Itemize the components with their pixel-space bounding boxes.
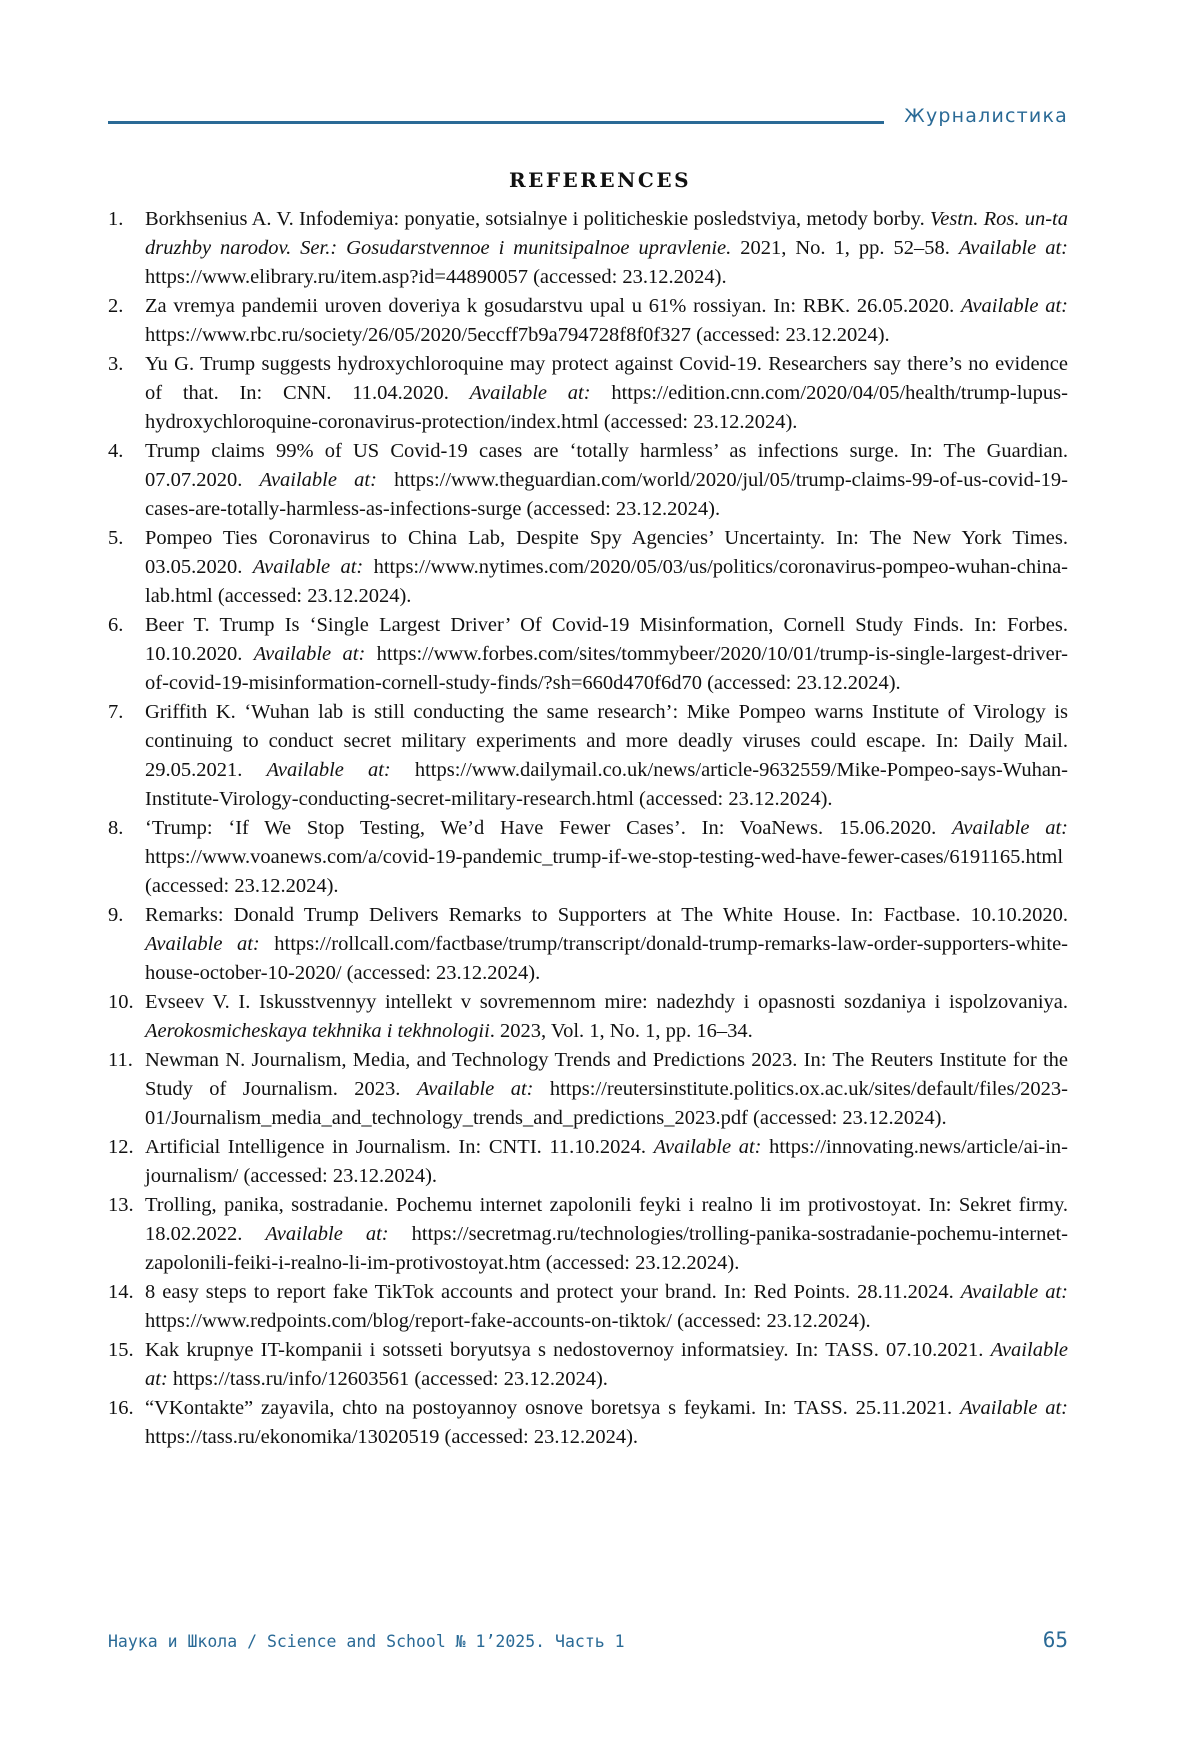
reference-part: Yu G. Trump suggests hydroxychloroquine may protect against Covid-19. Researchers say there’s no evidence of that. In: CNN. 11.04.2020. <box>145 353 1068 404</box>
reference-part: https://rollcall.com/factbase/trump/transcript/donald-trump-remarks-law-order-supporters-white-house-october-10-2020/ (accessed: 23.12.2024). <box>145 933 1068 984</box>
reference-item <box>108 524 1068 611</box>
reference-italic-part: Available at: <box>266 759 391 781</box>
reference-item <box>108 1133 1068 1191</box>
reference-part: Borkhsenius A. V. Infodemiya: ponyatie, sotsialnye i politicheskie posledstviya, metody borby. <box>145 208 930 230</box>
reference-text <box>145 437 1068 524</box>
reference-text <box>145 698 1068 814</box>
reference-item <box>108 1278 1068 1336</box>
reference-part: Beer T. Trump Is ‘Single Largest Driver’ Of Covid-19 Misinformation, Cornell Study Finds. In: Forbes. 10.10.2020. <box>145 614 1068 665</box>
reference-italic-part: Available at: <box>416 1078 534 1100</box>
reference-item <box>108 350 1068 437</box>
reference-part: https://www.dailymail.co.uk/news/article-9632559/Mike-Pompeo-says-Wuhan-Institute-Virology-conducting-secret-military-research.html (accessed: 23.12.2024). <box>145 759 1069 810</box>
reference-part: Pompeo Ties Coronavirus to China Lab, Despite Spy Agencies’ Uncertainty. In: The New York Times. 03.05.2020. <box>145 527 1068 578</box>
reference-part: Remarks: Donald Trump Delivers Remarks to Supporters at The White House. In: Factbase. 10.10.2020. <box>145 904 1068 926</box>
reference-part: https://www.redpoints.com/blog/report-fake-accounts-on-tiktok/ (accessed: 23.12.2024). <box>145 1310 871 1332</box>
reference-number: 4. <box>108 440 124 462</box>
reference-part: https://innovating.news/article/ai-in-journalism/ (accessed: 23.12.2024). <box>145 1136 1068 1187</box>
reference-item <box>108 292 1068 350</box>
reference-number: 9. <box>108 904 124 926</box>
reference-text <box>145 1046 1068 1133</box>
reference-text <box>145 524 1068 611</box>
reference-text <box>145 901 1068 988</box>
reference-italic-part: Available at: <box>958 237 1069 259</box>
reference-item <box>108 437 1068 524</box>
reference-italic-part: Available at: <box>259 469 377 491</box>
reference-italic-part: Available at: <box>952 817 1068 839</box>
reference-item <box>108 988 1068 1046</box>
reference-part: https://www.elibrary.ru/item.asp?id=44890057 (accessed: 23.12.2024). <box>145 266 727 288</box>
page-number: 65 <box>1042 1628 1068 1652</box>
reference-italic-part: Available at: <box>253 643 366 665</box>
reference-number: 5. <box>108 527 124 549</box>
reference-part: https://secretmag.ru/technologies/trolling-panika-sostradanie-pochemu-internet-zapolonili-feiki-i-realno-li-im-protivostoyat.htm (accessed: 23.12.2024). <box>145 1223 1068 1274</box>
reference-part: 8 easy steps to report fake TikTok accounts and protect your brand. In: Red Points. 28.11.2024. <box>145 1281 961 1303</box>
reference-text <box>145 292 1068 350</box>
reference-item <box>108 901 1068 988</box>
reference-item <box>108 1394 1068 1452</box>
reference-number: 13. <box>108 1194 134 1216</box>
reference-part: https://www.nytimes.com/2020/05/03/us/politics/coronavirus-pompeo-wuhan-china-lab.html (accessed: 23.12.2024). <box>145 556 1068 607</box>
reference-part: https://www.forbes.com/sites/tommybeer/2020/10/01/trump-is-single-largest-driver-of-covid-19-misinformation-cornell-study-finds/?sh=660d470f6d70 (accessed: 23.12.2024). <box>145 643 1068 694</box>
reference-part: https://www.voanews.com/a/covid-19-pandemic_trump-if-we-stop-testing-wed-have-fewer-cases/6191165.html (accessed: 23.12.2024). <box>145 846 1064 897</box>
reference-part: https://edition.cnn.com/2020/04/05/health/trump-lupus-hydroxychloroquine-coronavirus-protection/index.html (accessed: 23.12.2024). <box>145 382 1068 433</box>
reference-part: . 2023, Vol. 1, No. 1, pp. 16–34. <box>489 1020 753 1042</box>
reference-item <box>108 814 1068 901</box>
reference-number: 11. <box>108 1049 133 1071</box>
reference-list <box>108 205 1068 1452</box>
reference-italic-part: Vestn. Ros. un-ta druzhby narodov. Ser.: Gosudarstvennoe i munitsipalnoe upravlenie. <box>145 208 1069 259</box>
reference-item <box>108 1046 1068 1133</box>
reference-part: Za vremya pandemii uroven doveriya k gosudarstvu upal u 61% rossiyan. In: RBK. 26.05.2020. <box>145 295 962 317</box>
reference-text <box>145 1394 1068 1452</box>
reference-part: Evseev V. I. Iskusstvennyy intellekt v sovremennom mire: nadezhdy i opasnosti sozdaniya i ispolzovaniya. <box>145 991 1068 1013</box>
reference-text <box>145 1133 1068 1191</box>
reference-number: 1. <box>108 208 124 230</box>
reference-number: 8. <box>108 817 124 839</box>
reference-part: Kak krupnye IT-kompanii i sotsseti boryutsya s nedostovernoy informatsiey. In: TASS. 07.10.2021. <box>145 1339 991 1361</box>
reference-italic-part: Aerokosmicheskaya tekhnika i tekhnologii <box>145 1020 490 1042</box>
reference-number: 16. <box>108 1397 134 1419</box>
reference-number: 3. <box>108 353 124 375</box>
journal-name: Наука и Школа / Science and School № 1’2025. Часть 1 <box>108 1632 625 1651</box>
reference-italic-part: Available at: <box>469 382 591 404</box>
references-title: REFERENCES <box>508 168 692 192</box>
reference-italic-part: Available at: <box>252 556 364 578</box>
reference-number: 15. <box>108 1339 134 1361</box>
reference-italic-part: Available at: <box>265 1223 389 1245</box>
reference-item <box>108 698 1068 814</box>
reference-italic-part: Available at: <box>961 295 1069 317</box>
reference-italic-part: Available at: <box>145 1339 1068 1390</box>
reference-number: 2. <box>108 295 124 317</box>
reference-part: https://www.theguardian.com/world/2020/jul/05/trump-claims-99-of-us-covid-19-cases-are-totally-harmless-as-infections-surge (accessed: 23.12.2024). <box>145 469 1068 520</box>
reference-item <box>108 1191 1068 1278</box>
reference-part: Newman N. Journalism, Media, and Technology Trends and Predictions 2023. In: The Reuters Institute for the Study of Journalism. 2023. <box>145 1049 1068 1100</box>
reference-number: 7. <box>108 701 124 723</box>
reference-number: 6. <box>108 614 124 636</box>
header-rule <box>108 121 884 124</box>
reference-part: Artificial Intelligence in Journalism. In: CNTI. 11.10.2024. <box>145 1136 654 1158</box>
reference-italic-part: Available at: <box>960 1281 1068 1303</box>
reference-text <box>145 814 1068 901</box>
reference-part: https://tass.ru/info/12603561 (accessed: 23.12.2024). <box>167 1368 608 1390</box>
section-name: Журналистика <box>904 105 1068 127</box>
reference-item <box>108 205 1068 292</box>
reference-italic-part: Available at: <box>145 933 260 955</box>
reference-text <box>145 350 1068 437</box>
reference-text <box>145 1191 1068 1278</box>
reference-part: ‘Trump: ‘If We Stop Testing, We’d Have Fewer Cases’. In: VoaNews. 15.06.2020. <box>145 817 953 839</box>
reference-item <box>108 611 1068 698</box>
reference-part: Trolling, panika, sostradanie. Pochemu internet zapolonili feyki i realno li im protivostoyat. In: Sekret firmy. 18.02.2022. <box>145 1194 1068 1245</box>
reference-part: https://www.rbc.ru/society/26/05/2020/5eccff7b9a794728f8f0f327 (accessed: 23.12.2024). <box>145 324 890 346</box>
reference-italic-part: Available at: <box>653 1136 762 1158</box>
reference-text <box>145 205 1068 292</box>
page-footer <box>108 1628 1068 1652</box>
reference-text <box>145 1278 1068 1336</box>
reference-part: Trump claims 99% of US Covid-19 cases are ‘totally harmless’ as infections surge. In: The Guardian. 07.07.2020. <box>145 440 1068 491</box>
reference-number: 14. <box>108 1281 134 1303</box>
reference-item <box>108 1336 1068 1394</box>
reference-part: https://reutersinstitute.politics.ox.ac.uk/sites/default/files/2023-01/Journalism_media_and_technology_trends_and_predictions_2023.pdf (accessed: 23.12.2024). <box>145 1078 1068 1129</box>
reference-text <box>145 611 1068 698</box>
reference-part: 2021, No. 1, pp. 52–58. <box>731 237 959 259</box>
reference-number: 12. <box>108 1136 134 1158</box>
reference-text <box>145 988 1068 1046</box>
reference-part: Griffith K. ‘Wuhan lab is still conducting the same research’: Mike Pompeo warns Institute of Virology is continuing to conduct secret military experiments and more deadly viruses could escape. In: Daily Mail. 29.05.2021. <box>145 701 1068 781</box>
reference-part: “VKontakte” zayavila, chto na postoyannoy osnove boretsya s feykami. In: TASS. 25.11.2021. <box>145 1397 960 1419</box>
reference-number: 10. <box>108 991 134 1013</box>
reference-italic-part: Available at: <box>960 1397 1068 1419</box>
reference-part: https://tass.ru/ekonomika/13020519 (accessed: 23.12.2024). <box>145 1426 639 1448</box>
reference-text <box>145 1336 1068 1394</box>
